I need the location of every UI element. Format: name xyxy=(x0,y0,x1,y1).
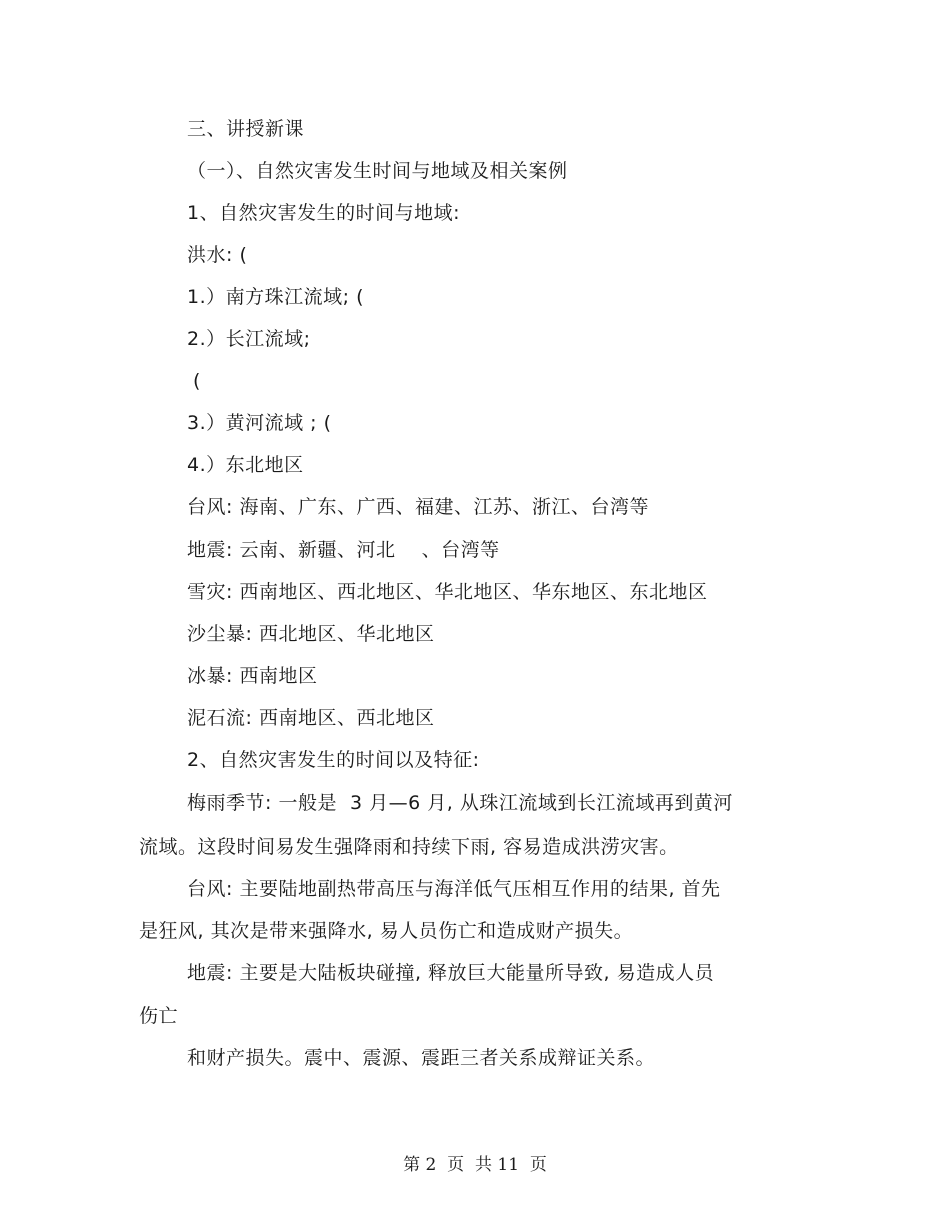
paragraph-line: 泥石流: 西南地区、西北地区 xyxy=(187,707,435,729)
paragraph-line: 流域。这段时间易发生强降雨和持续下雨, 容易造成洪涝灾害。 xyxy=(139,836,679,858)
paragraph-line: 地震: 主要是大陆板块碰撞, 释放巨大能量所导致, 易造成人员 xyxy=(187,962,715,984)
paragraph-line: 3.）黄河流域 ; ( xyxy=(187,412,332,434)
paragraph-line: 冰暴: 西南地区 xyxy=(187,665,318,687)
paragraph-line: 2.）长江流域; xyxy=(187,328,311,350)
paragraph-line: 梅雨季节: 一般是 3 月—6 月, 从珠江流域到长江流域再到黄河 xyxy=(187,792,733,814)
paragraph-line: 雪灾: 西南地区、西北地区、华北地区、华东地区、东北地区 xyxy=(187,581,708,603)
paragraph-line: 4.）东北地区 xyxy=(187,454,304,476)
paragraph-line: 1、自然灾害发生的时间与地域: xyxy=(187,202,460,224)
page-number-footer: 第 2 页 共 11 页 xyxy=(403,1155,547,1175)
paragraph-line: 台风: 海南、广东、广西、福建、江苏、浙江、台湾等 xyxy=(187,496,649,518)
paragraph-line: ( xyxy=(193,370,201,392)
paragraph-line: 沙尘暴: 西北地区、华北地区 xyxy=(187,623,435,645)
paragraph-line: 是狂风, 其次是带来强降水, 易人员伤亡和造成财产损失。 xyxy=(139,920,634,942)
paragraph-line: 洪水: ( xyxy=(187,244,248,266)
paragraph-line: 伤亡 xyxy=(139,1005,179,1027)
subsection-heading: （一）、自然灾害发生时间与地域及相关案例 xyxy=(187,160,568,182)
section-heading: 三、讲授新课 xyxy=(187,118,305,140)
paragraph-line: 1.）南方珠江流域; ( xyxy=(187,286,364,308)
paragraph-line: 2、自然灾害发生的时间以及特征: xyxy=(187,749,480,771)
paragraph-line: 地震: 云南、新疆、河北 、台湾等 xyxy=(187,539,500,561)
paragraph-line: 和财产损失。震中、震源、震距三者关系成辩证关系。 xyxy=(187,1047,656,1069)
paragraph-line: 台风: 主要陆地副热带高压与海洋低气压相互作用的结果, 首先 xyxy=(187,878,721,900)
